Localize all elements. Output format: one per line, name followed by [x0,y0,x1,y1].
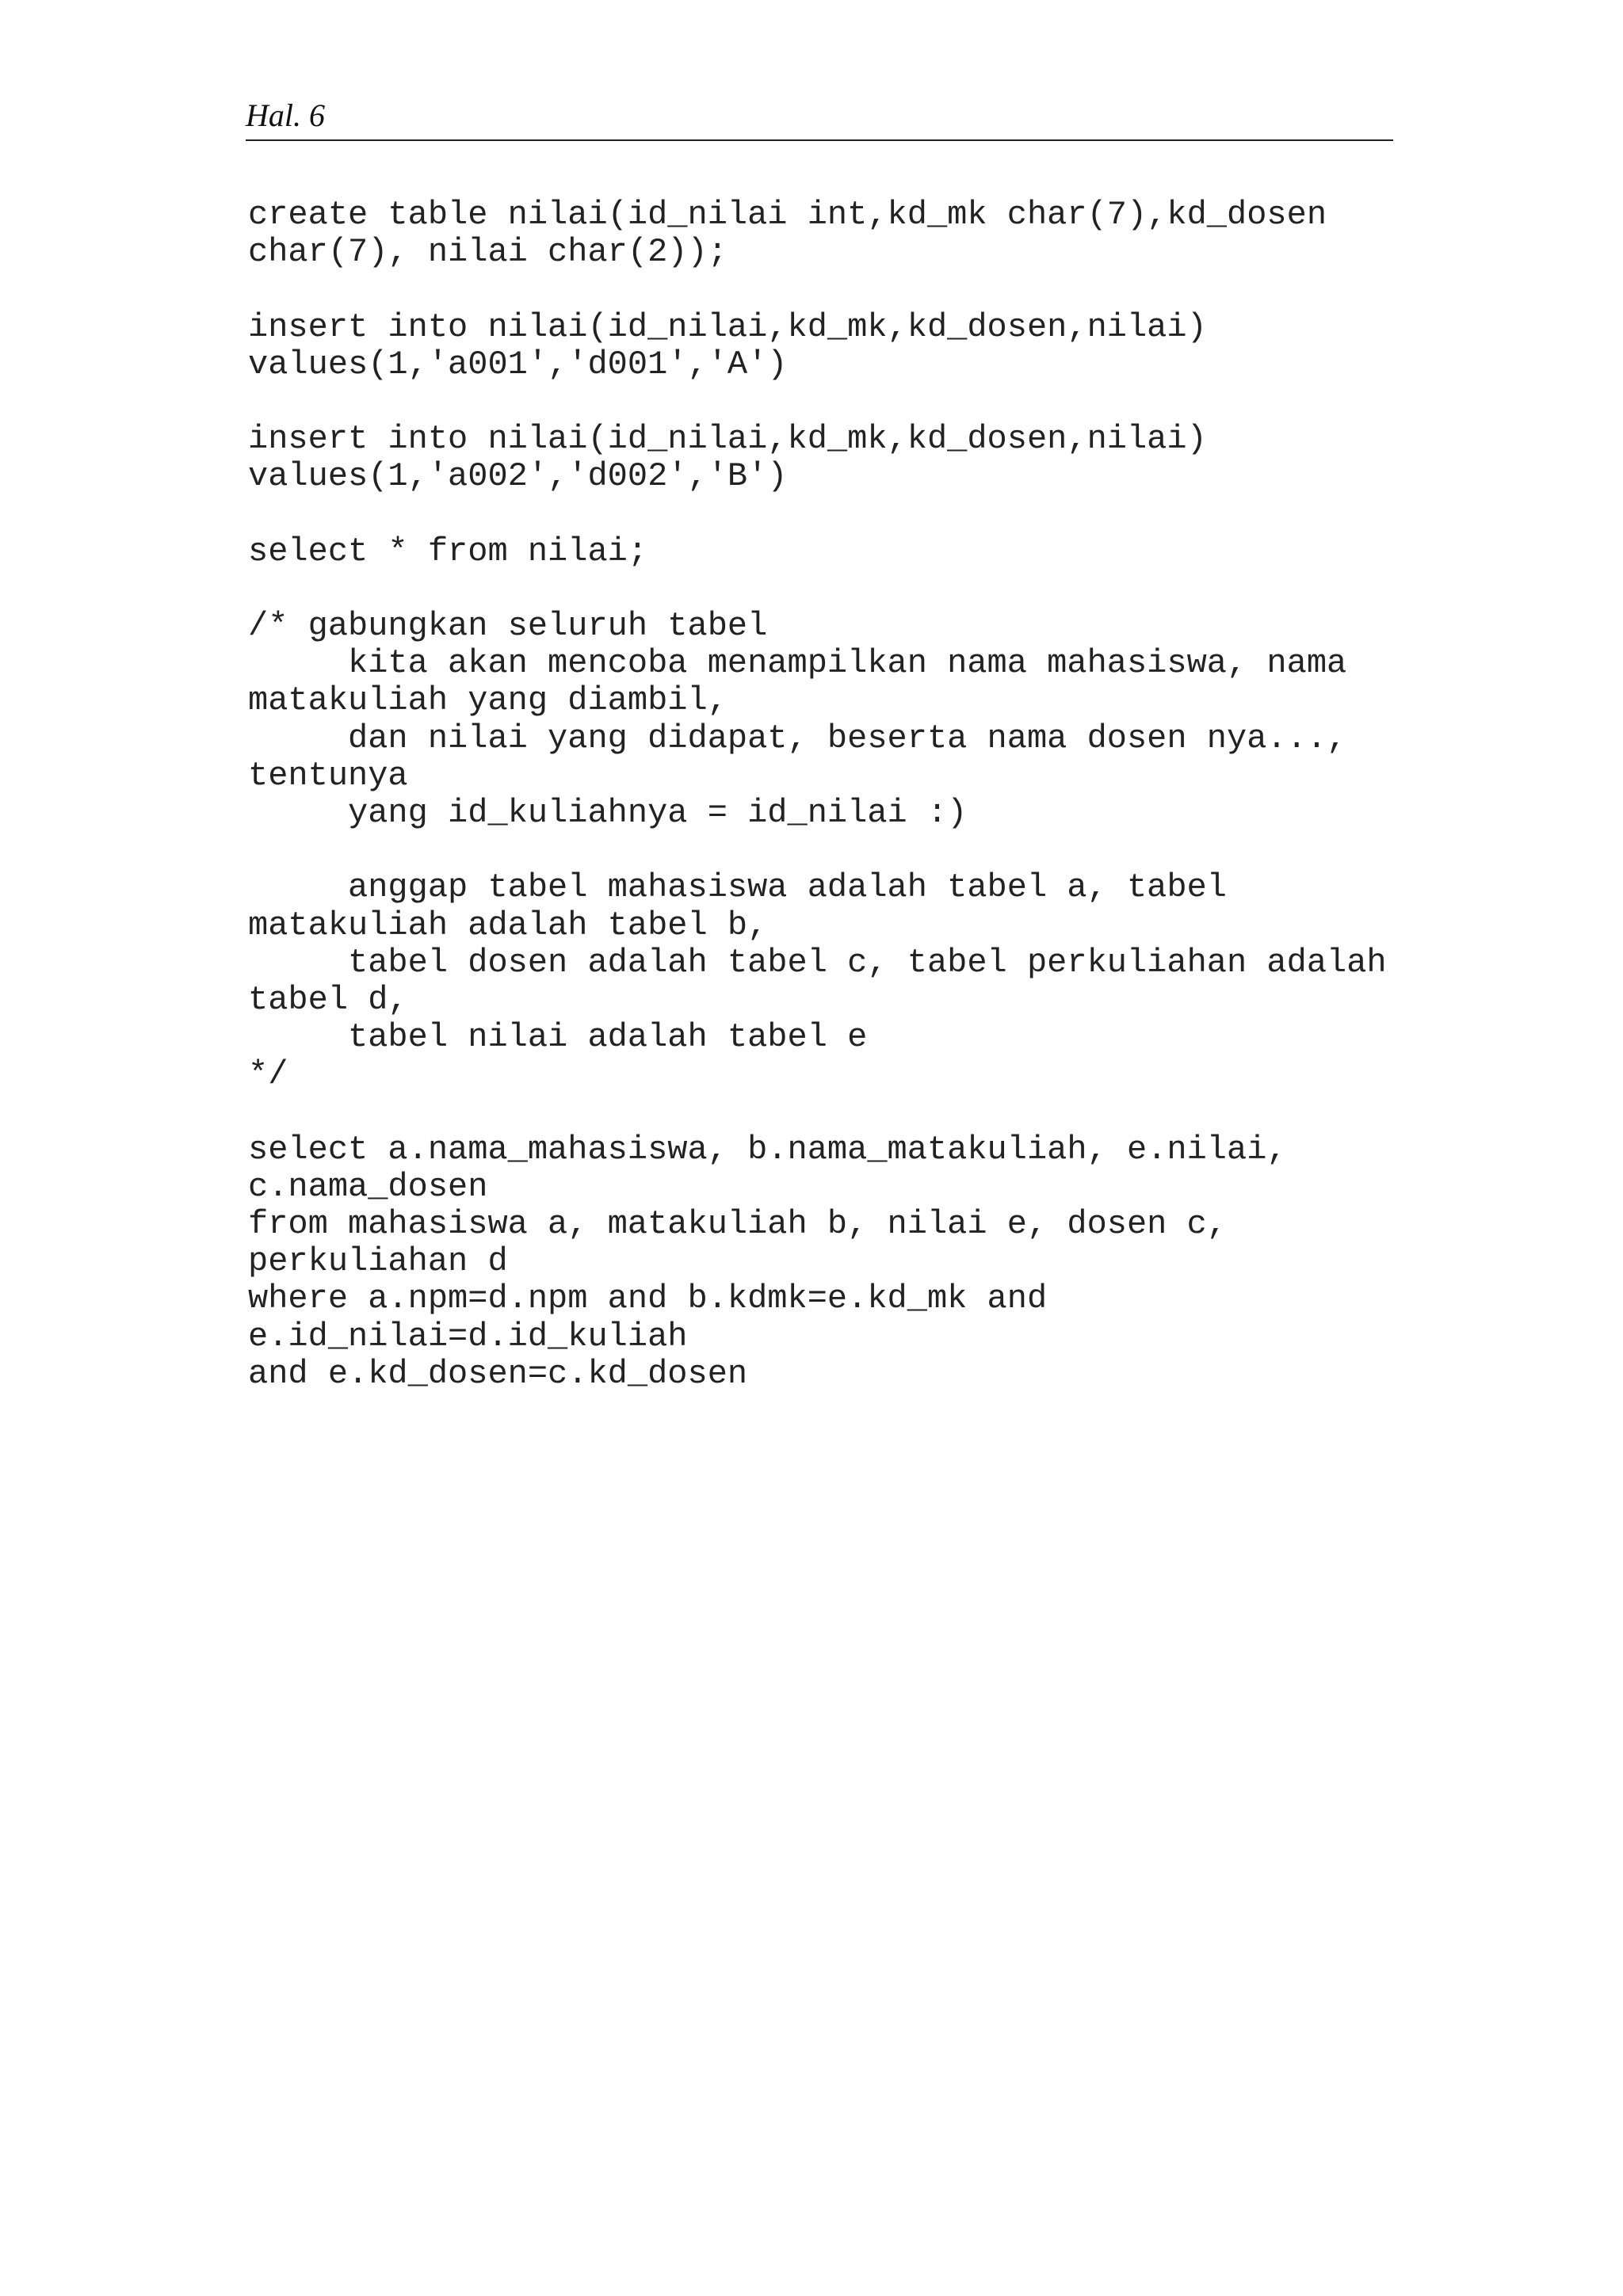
comment-line: dan nilai yang didapat, beserta nama dosen nya..., [248,719,1347,757]
sql-code-block [248,196,1405,1393]
page-header [246,93,1393,141]
code-line: and e.kd_dosen=c.kd_dosen [248,1354,748,1393]
code-line: insert into nilai(id_nilai,kd_mk,kd_dosen,nilai) [248,420,1207,459]
code-line: perkuliahan d [248,1242,508,1281]
comment-line: /* gabungkan seluruh tabel [248,607,768,646]
code-line: select * from nilai; [248,532,648,570]
comment-line: tabel d, [248,980,408,1019]
code-line: char(7), nilai char(2)); [248,233,727,272]
comment-line: tabel nilai adalah tabel e [248,1018,868,1057]
comment-line: */ [248,1055,288,1094]
code-line: values(1,'a002','d002','B') [248,457,788,496]
code-line-blank [248,271,1405,308]
code-line-blank [248,1094,1405,1131]
header-divider [246,139,1393,141]
comment-line: tentunya [248,756,408,795]
comment-line: tabel dosen adalah tabel c, tabel perkuliahan adalah [248,943,1387,982]
comment-line: kita akan mencoba menampilkan nama mahasiswa, nama [248,644,1347,683]
code-line: values(1,'a001','d001','A') [248,345,788,383]
comment-line: matakuliah adalah tabel b, [248,906,768,944]
code-line: from mahasiswa a, matakuliah b, nilai e, dosen c, [248,1205,1228,1244]
comment-line-blank [248,832,1405,869]
code-line-blank [248,383,1405,421]
code-line: create table nilai(id_nilai int,kd_mk char(7),kd_dosen [248,196,1327,234]
comment-line: yang id_kuliahnya = id_nilai :) [248,794,968,832]
code-line: insert into nilai(id_nilai,kd_mk,kd_dosen,nilai) [248,307,1207,346]
comment-line: matakuliah yang diambil, [248,681,727,720]
code-line-blank [248,496,1405,533]
code-line: c.nama_dosen [248,1167,488,1206]
code-line: where a.npm=d.npm and b.kdmk=e.kd_mk and [248,1280,1048,1318]
comment-line: anggap tabel mahasiswa adalah tabel a, tabel [248,868,1228,907]
page-number-title: Hal. 6 [246,97,325,133]
code-line: e.id_nilai=d.id_kuliah [248,1317,688,1356]
code-line-blank [248,570,1405,608]
code-line: select a.nama_mahasiswa, b.nama_matakuliah, e.nilai, [248,1130,1287,1169]
